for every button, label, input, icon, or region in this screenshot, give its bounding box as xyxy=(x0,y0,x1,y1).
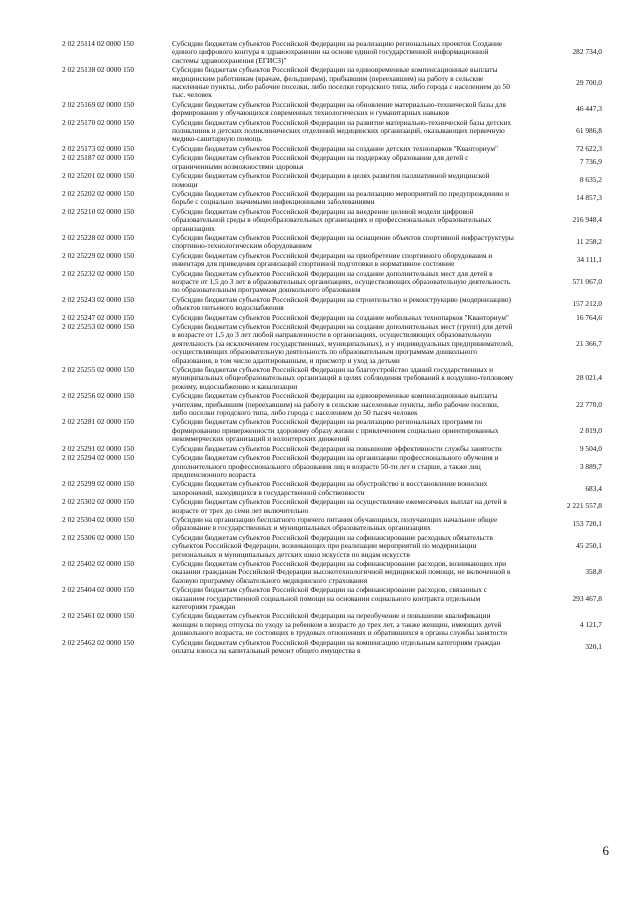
budget-code: 2 02 25170 02 0000 150 xyxy=(62,117,135,127)
subsidy-description: Субсидии бюджетам субъектов Российской Федерации на благоустройство зданий государственных и муниципальных общеобразовательных организаций в целях соблюдения требований к воздушно-тепловому режиму, водоснабжению и канализации xyxy=(172,365,514,391)
subsidy-amount: 22 770,0 xyxy=(576,399,602,409)
budget-code: 2 02 25229 02 0000 150 xyxy=(62,250,135,260)
budget-code: 2 02 25253 02 0000 150 xyxy=(62,322,135,331)
subsidy-amount: 320,1 xyxy=(585,641,602,651)
subsidy-amount: 45 250,1 xyxy=(576,541,602,551)
subsidy-description: Субсидии бюджетам субъектов Российской Федерации на обустройство и восстановление воинских захоронений, находящихся в государственной собственности xyxy=(172,479,488,497)
subsidy-description: Субсидии бюджетам субъектов Российской Федерации в целях развития паллиативной медицинской помощи xyxy=(172,171,490,189)
table-row xyxy=(62,252,602,269)
budget-code: 2 02 25404 02 0000 150 xyxy=(62,585,135,595)
subsidy-amount: 28 021,4 xyxy=(576,373,602,383)
subsidy-amount: 21 366,7 xyxy=(576,338,602,348)
budget-code: 2 02 25302 02 0000 150 xyxy=(62,497,135,507)
budget-code: 2 02 25281 02 0000 150 xyxy=(62,417,135,427)
table-row xyxy=(62,119,602,144)
subsidy-description: Субсидии бюджетам субъектов Российской Федерации на создание дополнительных мест (групп) для детей в возрасте от 1,5 до 3 лет любой направленности в организациях, осуществляющих образовательную деятельность (за исключением государственных, муниципальных), и у индивидуальных предпринимателей, осуществляющих образовательную деятельность по образовательным программам дошкольного образования, в том числе адаптированным, и присмотр и уход за детьми xyxy=(172,322,513,365)
subsidy-amount: 571 067,0 xyxy=(572,276,602,286)
budget-code: 2 02 25247 02 0000 150 xyxy=(62,312,135,322)
subsidy-description: Субсидии бюджетам субъектов Российской Федерации на создание детских технопарков "Кванториум" xyxy=(172,143,499,153)
subsidy-description: Субсидии бюджетам субъектов Российской Федерации на софинансирование расходных обязательств субъектов Российской Федерации, возникающих при реализации мероприятий по модернизации региональных и муниципальных детских школ искусств по видам искусств xyxy=(172,532,493,559)
page-number: 6 xyxy=(602,843,609,858)
subsidy-amount: 72 622,3 xyxy=(576,143,602,153)
subsidy-amount: 358,8 xyxy=(585,567,602,577)
table-row xyxy=(62,560,602,585)
budget-code: 2 02 25201 02 0000 150 xyxy=(62,171,135,181)
subsidy-amount: 61 986,8 xyxy=(576,126,602,136)
table-row xyxy=(62,454,602,479)
table-row xyxy=(62,101,602,118)
subsidy-amount: 8 635,2 xyxy=(579,175,602,185)
subsidy-description: Субсидии бюджетам субъектов Российской Федерации на организацию профессионального обучения и дополнительного профессионального образования лиц в возрасте 50-ти лет и старше, а также лиц предпенсионного возраста xyxy=(172,453,499,479)
subsidy-amount: 29 700,0 xyxy=(576,77,602,87)
subsidy-description: Субсидии бюджетам субъектов Российской Федерации на осуществление ежемесячных выплат на детей в возрасте от трех до семи лет включительно xyxy=(172,497,507,515)
subsidy-description: Субсидии бюджетам субъектов Российской Федерации на приобретение спортивного оборудования и инвентаря для приведения организаций спортивной подготовки в нормативное состояние xyxy=(172,250,493,269)
budget-code: 2 02 25299 02 0000 150 xyxy=(62,479,135,489)
subsidy-description: Субсидии бюджетам субъектов Российской Федерации на компенсацию отдельным категориям граждан оплаты взноса на капитальный ремонт общего имущества в xyxy=(172,637,501,656)
table-row xyxy=(62,234,602,251)
table-row xyxy=(62,208,602,233)
table-row xyxy=(62,66,602,100)
subsidy-description: Субсидии бюджетам субъектов Российской Федерации на обновление материально-технической базы для формирования у обучающихся современных технологических и гуманитарных навыков xyxy=(172,99,506,118)
table-row xyxy=(62,516,602,533)
budget-code: 2 02 25462 02 0000 150 xyxy=(62,637,135,647)
subsidy-amount: 3 889,7 xyxy=(579,461,602,471)
budget-code: 2 02 25291 02 0000 150 xyxy=(62,443,135,453)
subsidy-amount: 157 212,0 xyxy=(572,298,602,308)
table-row xyxy=(62,612,602,637)
budget-code: 2 02 25304 02 0000 150 xyxy=(62,514,135,524)
budget-code: 2 02 25232 02 0000 150 xyxy=(62,268,135,278)
budget-code: 2 02 25173 02 0000 150 xyxy=(62,143,135,153)
subsidy-amount: 14 857,3 xyxy=(576,193,602,203)
table-row xyxy=(62,40,602,65)
budget-code: 2 02 25243 02 0000 150 xyxy=(62,294,135,304)
table-row xyxy=(62,323,602,365)
subsidy-amount: 683,4 xyxy=(585,483,602,493)
table-row xyxy=(62,392,602,417)
table-row xyxy=(62,145,602,153)
table-row xyxy=(62,534,602,559)
subsidy-description: Субсидии бюджетам субъектов Российской Федерации на создание мобильных технопарков "Кванториум" xyxy=(172,312,509,322)
subsidy-amount: 4 121,7 xyxy=(579,619,602,629)
subsidy-description: Субсидии бюджетам субъектов Российской Федерации на создание дополнительных мест для детей в возрасте от 1,5 до 3 лет в образовательных организациях, осуществляющих образовательную деятельность по образовательным программам дошкольного образования xyxy=(172,268,511,295)
table-row xyxy=(62,366,602,391)
table-row xyxy=(62,314,602,322)
subsidy-description: Субсидии бюджетам субъектов Российской Федерации на строительство и реконструкцию (модернизацию) объектов питьевого водоснабжения xyxy=(172,294,511,313)
budget-table xyxy=(62,40,602,656)
table-row xyxy=(62,639,602,656)
subsidy-description: Субсидии бюджетам субъектов Российской Федерации на реализацию региональных проектов Создание единого цифрового контура в здравоохранении на основе единой государственной информационной системы здравоохранения (ЕГИСЗ)" xyxy=(172,39,503,65)
subsidy-amount: 34 111,1 xyxy=(576,254,602,264)
subsidy-description: Субсидии бюджетам субъектов Российской Федерации на реализацию региональных программ по формированию приверженности здоровому образу жизни с привлечением социально ориентированных некоммерческих организаций и волонтерских движений xyxy=(172,417,499,444)
subsidy-amount: 153 720,1 xyxy=(572,519,602,529)
subsidy-description: Субсидии бюджетам субъектов Российской Федерации на поддержку образования для детей с ограниченными возможностями здоровья xyxy=(172,153,469,171)
table-row xyxy=(62,190,602,207)
subsidy-amount: 9 504,0 xyxy=(579,443,602,453)
subsidy-description: Субсидии бюджетам субъектов Российской Федерации на софинансирование расходов, возникающих при оказании гражданам Российской Федерации высокотехнологичной медицинской помощи, не включенной в базовую программу обязательного медицинского страхования xyxy=(172,558,511,585)
subsidy-description: Субсидии бюджетам субъектов Российской Федерации на оснащение объектов спортивной инфраструктуры спортивно-технологическим оборудованием xyxy=(172,232,514,251)
budget-code: 2 02 25402 02 0000 150 xyxy=(62,558,135,568)
subsidy-description: Субсидии бюджетам субъектов Российской Федерации на развитие материально-технической базы детских поликлиник и детских поликлинических отделений медицинских организаций, оказывающих первичную медико-санитарную помощь xyxy=(172,117,512,144)
budget-code: 2 02 25138 02 0000 150 xyxy=(62,65,135,75)
subsidy-description: Субсидии бюджетам субъектов Российской Федерации на единовременные компенсационные выплаты медицинским работникам (врачам, фельдшерам), прибывшим (переехавшим) на работу в сельские населенные пункты, либо рабочие поселки, либо поселки городского типа, либо города с населением до 50 тыс. человек xyxy=(172,65,510,100)
subsidy-description: Субсидии на организацию бесплатного горячего питания обучающихся, получающих начальное общее образование в государственных и муниципальных образовательных организациях xyxy=(172,514,498,533)
budget-code: 2 02 25169 02 0000 150 xyxy=(62,99,135,109)
budget-code: 2 02 25461 02 0000 150 xyxy=(62,611,135,621)
subsidy-amount: 293 467,8 xyxy=(572,593,602,603)
budget-code: 2 02 25210 02 0000 150 xyxy=(62,206,135,216)
budget-code: 2 02 25228 02 0000 150 xyxy=(62,232,135,242)
table-row xyxy=(62,172,602,189)
table-row xyxy=(62,480,602,497)
budget-code: 2 02 25294 02 0000 150 xyxy=(62,453,135,463)
table-row xyxy=(62,296,602,313)
budget-code: 2 02 25256 02 0000 150 xyxy=(62,391,135,401)
budget-code: 2 02 25187 02 0000 150 xyxy=(62,153,135,163)
subsidy-amount: 282 734,0 xyxy=(572,47,602,57)
table-row xyxy=(62,445,602,453)
subsidy-amount: 11 258,2 xyxy=(576,237,602,247)
subsidy-amount: 16 764,6 xyxy=(576,312,602,322)
budget-code: 2 02 25202 02 0000 150 xyxy=(62,188,135,198)
subsidy-description: Субсидии бюджетам субъектов Российской Федерации на повышение эффективности службы занятости xyxy=(172,443,502,453)
subsidy-amount: 7 736,9 xyxy=(579,157,602,167)
subsidy-description: Субсидии бюджетам субъектов Российской Федерации на софинансирование расходов, связанных с оказанием государственной социальной помощи на основании социального контракта отдельным категориям граждан xyxy=(172,585,488,611)
subsidy-amount: 46 447,3 xyxy=(576,104,602,114)
budget-code: 2 02 25255 02 0000 150 xyxy=(62,365,135,375)
budget-code: 2 02 25114 02 0000 150 xyxy=(62,39,134,48)
subsidy-description: Субсидии бюджетам субъектов Российской Федерации на единовременные компенсационные выплаты учителям, прибывшим (переехавшим) на работу в сельские населенные пункты, либо рабочие поселки, либо поселки городского типа, либо города с населением до 50 тысяч человек xyxy=(172,391,499,418)
subsidy-description: Субсидии бюджетам субъектов Российской Федерации на переобучение и повышение квалификации женщин в период отпуска по уходу за ребенком в возрасте до трех лет, а также женщин, имеющих детей дошкольного возраста, не состоящих в трудовых отношениях и обратившихся в органы службы занятости xyxy=(172,611,508,638)
table-row xyxy=(62,498,602,515)
budget-code: 2 02 25306 02 0000 150 xyxy=(62,532,135,542)
subsidy-description: Субсидии бюджетам субъектов Российской Федерации на внедрение целевой модели цифровой образовательной среды в общеобразовательных организациях и профессиональных образовательных организациях xyxy=(172,206,492,233)
subsidy-amount: 216 948,4 xyxy=(572,215,602,225)
table-row xyxy=(62,154,602,171)
subsidy-description: Субсидии бюджетам субъектов Российской Федерации на реализацию мероприятий по предупреждению и борьбе с социально значимыми инфекционными заболеваниями xyxy=(172,188,510,207)
table-row xyxy=(62,270,602,295)
subsidy-amount: 2 221 557,8 xyxy=(566,501,602,511)
table-row xyxy=(62,418,602,443)
subsidy-amount: 2 819,0 xyxy=(579,425,602,435)
table-row xyxy=(62,586,602,611)
